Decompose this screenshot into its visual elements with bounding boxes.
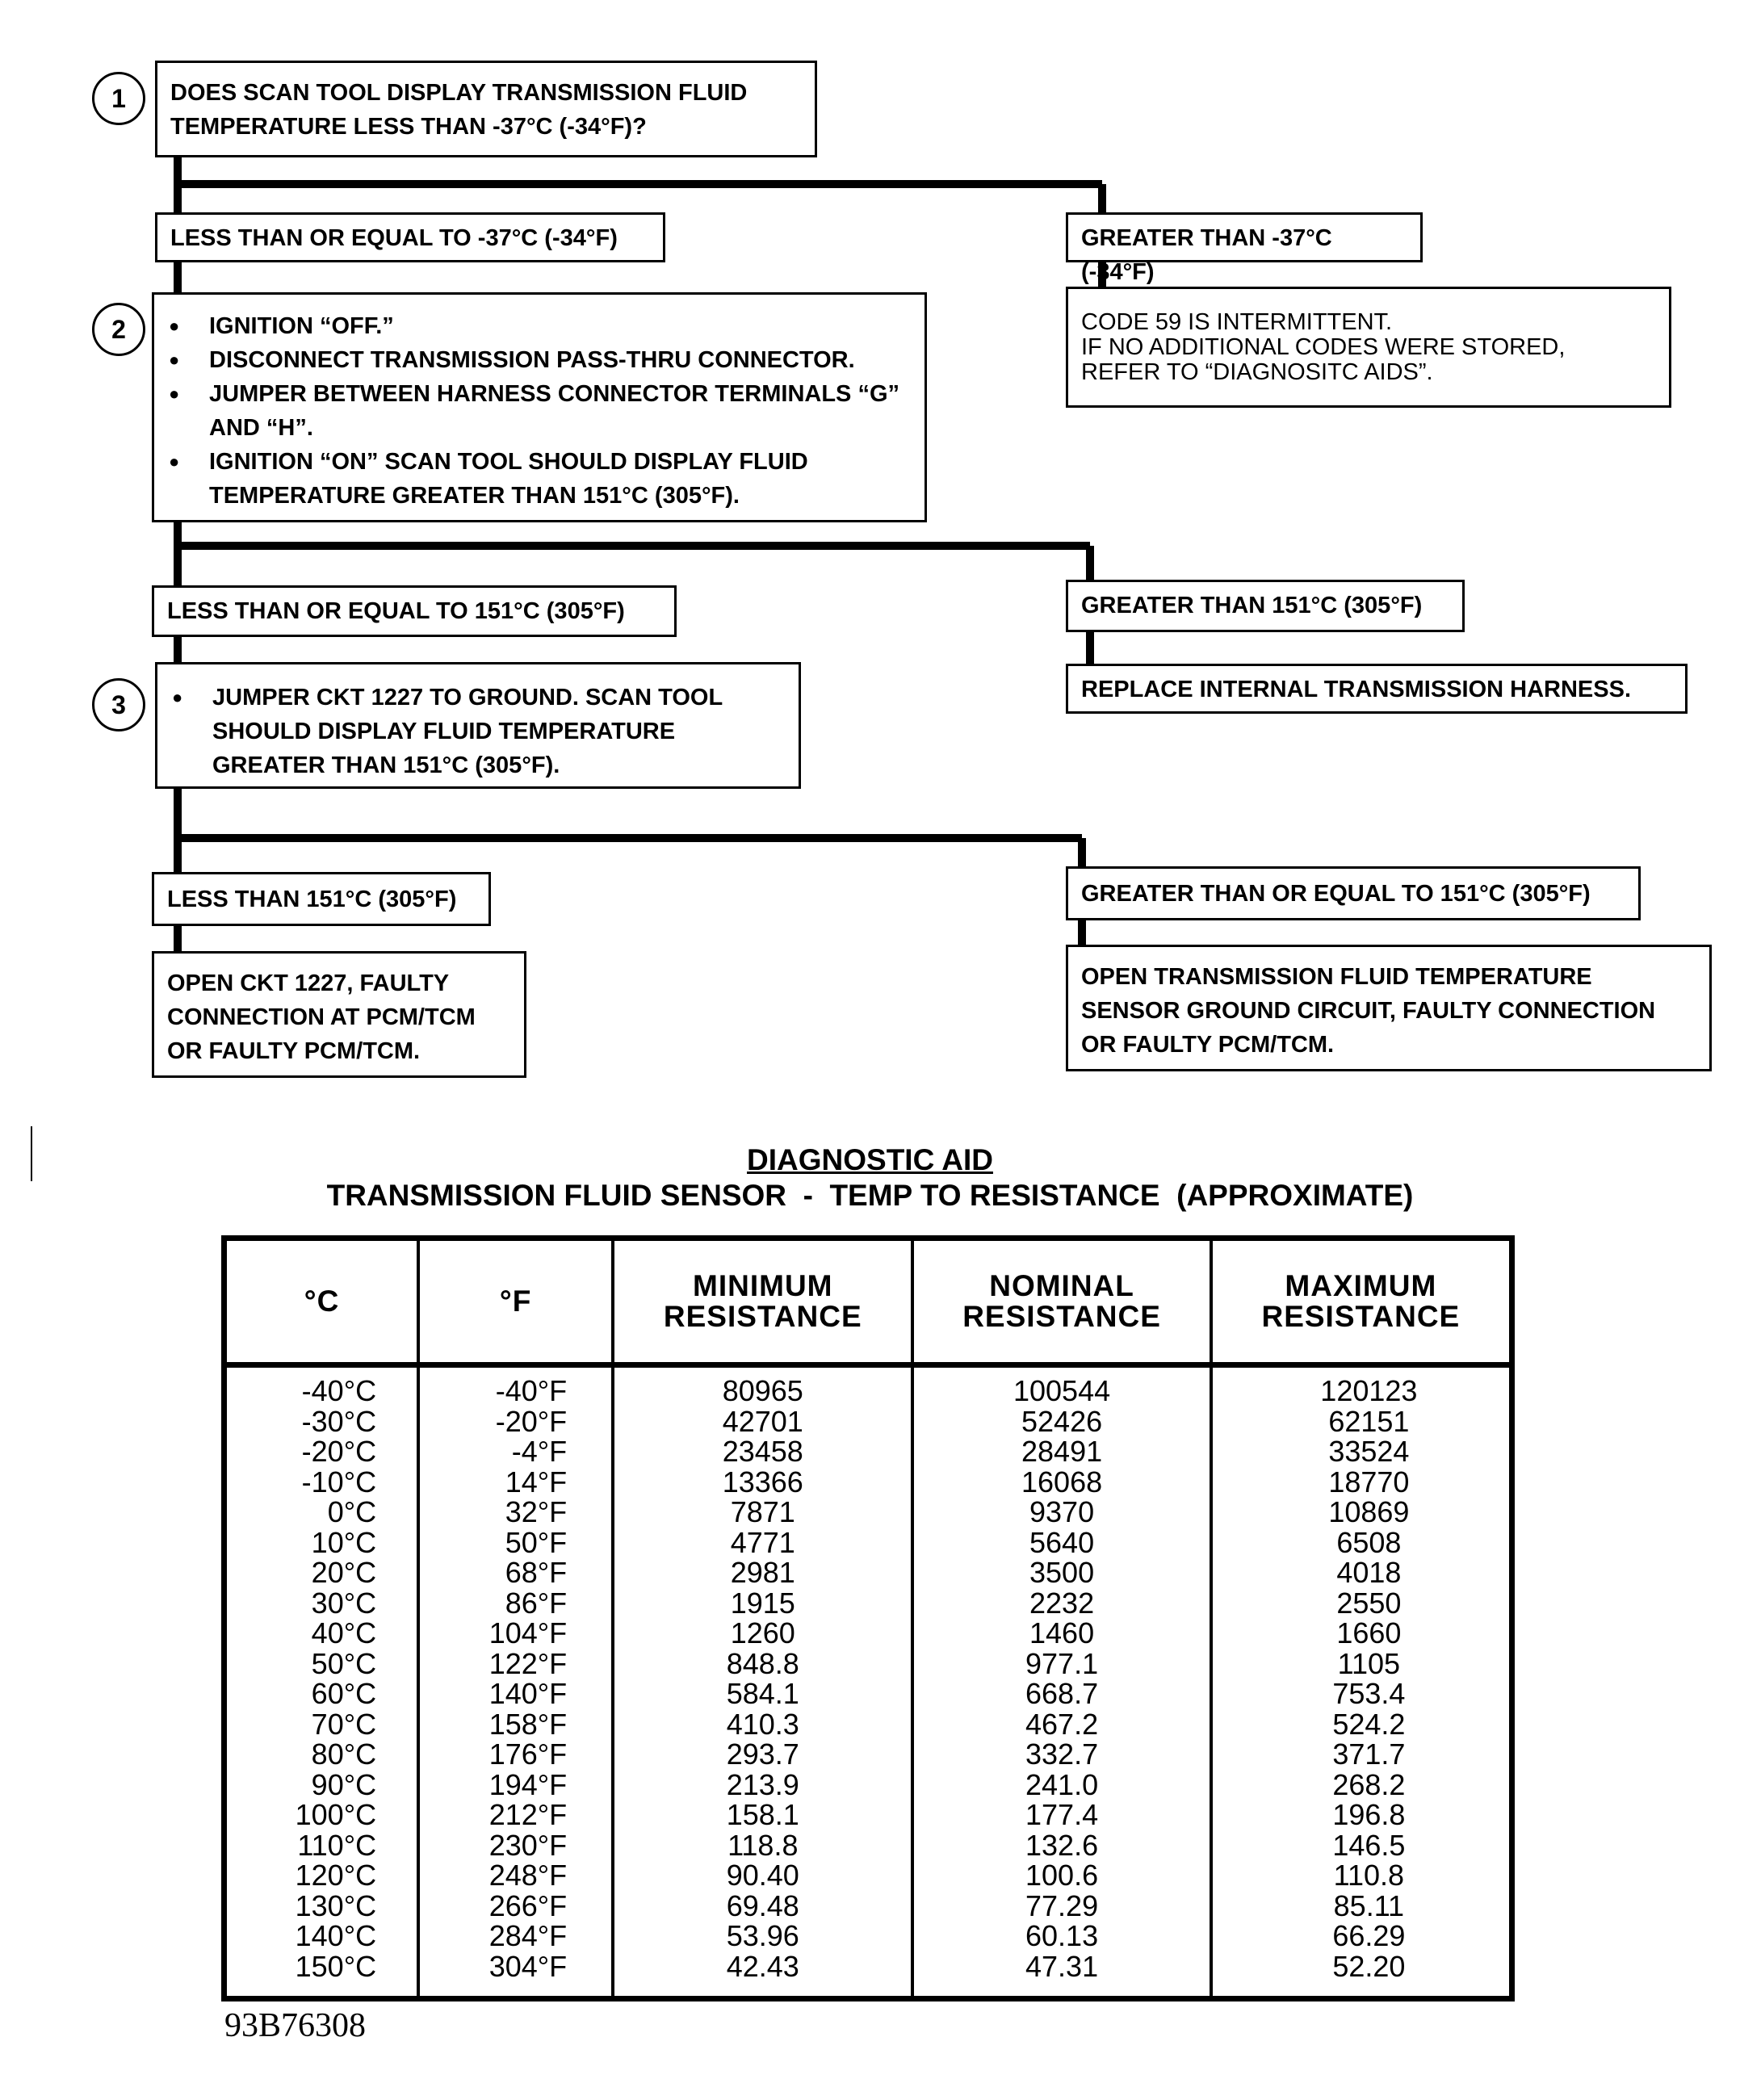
table-cell: 213.9 — [726, 1767, 799, 1801]
table-cell: 53.96 — [726, 1919, 799, 1952]
table-cell: 80965 — [722, 1374, 803, 1407]
table-cell: 100°C — [295, 1798, 377, 1831]
step2-bullet: ● JUMPER BETWEEN HARNESS CONNECTOR TERMINALS “G” AND “H”. — [167, 377, 904, 445]
table-cell: 60°C — [311, 1677, 377, 1710]
table-cell: 10869 — [1328, 1495, 1410, 1528]
table-cell: 140°C — [295, 1919, 377, 1952]
table-cell: -4°F — [511, 1435, 568, 1468]
table-cell: 248°F — [488, 1859, 568, 1892]
header-celsius: °C — [224, 1239, 419, 1365]
table-cell: 90.40 — [726, 1859, 799, 1892]
table-cell: 2232 — [1029, 1586, 1095, 1620]
header-minimum-resistance: MINIMUM RESISTANCE — [613, 1239, 912, 1365]
diagnostic-aid-subheading: TRANSMISSION FLUID SENSOR - TEMP TO RESISTANCE (APPROXIMATE) — [326, 1179, 1414, 1212]
table-cell: 2550 — [1336, 1586, 1402, 1620]
table-cell: 977.1 — [1025, 1646, 1099, 1680]
table-cell: 268.2 — [1332, 1767, 1406, 1801]
table-cell: 212°F — [488, 1798, 568, 1831]
table-cell: 69.48 — [726, 1888, 799, 1922]
step1-branch-right: GREATER THAN -37°C (-34°F) — [1066, 212, 1423, 262]
step3-result-right — [1066, 945, 1712, 1071]
maximum-resistance-column — [1211, 1365, 1512, 1999]
step1-question-line: DOES SCAN TOOL DISPLAY TRANSMISSION FLUID — [170, 80, 748, 106]
table-header-row — [224, 1239, 1512, 1365]
step1-question-line: TEMPERATURE LESS THAN -37°C (-34°F)? — [170, 114, 647, 140]
figure-id: 93B76308 — [224, 2007, 367, 2044]
table-cell: 196.8 — [1332, 1798, 1406, 1831]
table-cell: 130°C — [295, 1888, 377, 1922]
table-cell: 122°F — [488, 1646, 568, 1680]
minimum-resistance-column — [613, 1365, 912, 1999]
table-cell: 70°C — [311, 1707, 377, 1741]
step2-branch-right: GREATER THAN 151°C (305°F) — [1066, 580, 1465, 632]
table-cell: 158.1 — [726, 1798, 799, 1831]
table-cell: 40°C — [311, 1616, 377, 1649]
table-cell: -20°C — [301, 1435, 377, 1468]
step1-question-box — [155, 61, 817, 157]
table-cell: 7871 — [730, 1495, 795, 1528]
table-cell: 2981 — [730, 1556, 795, 1589]
step-number-1: 1 — [92, 72, 145, 125]
table-cell: 266°F — [488, 1888, 568, 1922]
table-cell: 50°F — [505, 1525, 568, 1559]
table-cell: -10°C — [301, 1465, 377, 1499]
step-number-3: 3 — [92, 678, 145, 731]
table-cell: 42.43 — [726, 1949, 799, 1983]
step2-instructions-box — [152, 292, 927, 522]
table-cell: 90°C — [311, 1767, 377, 1801]
table-cell: 371.7 — [1332, 1737, 1406, 1771]
table-cell: 86°F — [505, 1586, 568, 1620]
table-cell: 68°F — [505, 1556, 568, 1589]
table-cell: 10°C — [311, 1525, 377, 1559]
table-cell: 132.6 — [1025, 1828, 1099, 1862]
step2-branch-left: LESS THAN OR EQUAL TO 151°C (305°F) — [152, 585, 677, 637]
table-cell: 66.29 — [1332, 1919, 1406, 1952]
table-cell: 3500 — [1029, 1556, 1095, 1589]
table-cell: 62151 — [1328, 1404, 1410, 1438]
table-cell: 60.13 — [1025, 1919, 1099, 1952]
table-cell: 13366 — [722, 1465, 803, 1499]
table-cell: 753.4 — [1332, 1677, 1406, 1710]
table-cell: 332.7 — [1025, 1737, 1099, 1771]
step2-bullet: ● IGNITION “OFF.” — [167, 309, 912, 343]
table-cell: 668.7 — [1025, 1677, 1099, 1710]
step2-result-right: REPLACE INTERNAL TRANSMISSION HARNESS. — [1066, 664, 1688, 714]
table-cell: 241.0 — [1025, 1767, 1099, 1801]
table-cell: 4018 — [1336, 1556, 1402, 1589]
table-cell: 33524 — [1328, 1435, 1410, 1468]
table-cell: 9370 — [1029, 1495, 1095, 1528]
table-cell: -30°C — [301, 1404, 377, 1438]
table-cell: 85.11 — [1333, 1888, 1405, 1922]
fahrenheit-column — [418, 1365, 613, 1999]
table-cell: -40°C — [301, 1374, 377, 1407]
table-cell: 158°F — [488, 1707, 568, 1741]
table-cell: 23458 — [722, 1435, 803, 1468]
celsius-column — [224, 1365, 419, 1999]
table-cell: 52426 — [1021, 1404, 1103, 1438]
step3-branch-left: LESS THAN 151°C (305°F) — [152, 872, 491, 926]
table-cell: 47.31 — [1025, 1949, 1099, 1983]
table-cell: 1915 — [730, 1586, 795, 1620]
table-cell: 0°C — [327, 1495, 377, 1528]
table-cell: 5640 — [1029, 1525, 1095, 1559]
table-cell: 1460 — [1029, 1616, 1095, 1649]
table-cell: 20°C — [311, 1556, 377, 1589]
table-cell: 4771 — [730, 1525, 795, 1559]
table-cell: 18770 — [1328, 1465, 1410, 1499]
table-cell: 140°F — [488, 1677, 568, 1710]
table-cell: 177.4 — [1025, 1798, 1099, 1831]
step2-bullet: ● DISCONNECT TRANSMISSION PASS-THRU CONNECTOR. — [167, 343, 912, 377]
table-cell: 410.3 — [726, 1707, 799, 1741]
table-cell: 77.29 — [1025, 1888, 1099, 1922]
table-cell: 110.8 — [1333, 1859, 1405, 1892]
table-cell: 120°C — [295, 1859, 377, 1892]
table-cell: 1660 — [1336, 1616, 1402, 1649]
table-cell: 100544 — [1013, 1374, 1111, 1407]
nominal-resistance-column — [912, 1365, 1210, 1999]
table-cell: 110°C — [297, 1828, 377, 1862]
table-cell: 284°F — [488, 1919, 568, 1952]
step3-bullet: ● JUMPER CKT 1227 TO GROUND. SCAN TOOL SHOULD DISPLAY FLUID TEMPERATURE GREATER THAN 151°C (305°F). — [170, 681, 761, 782]
table-cell: 118.8 — [727, 1828, 799, 1862]
table-cell: 1105 — [1337, 1646, 1401, 1680]
step3-instructions-box — [155, 662, 801, 789]
table-cell: 467.2 — [1025, 1707, 1099, 1741]
step3-result-left-line: OR FAULTY PCM/TCM. — [167, 1038, 421, 1064]
step3-result-right-line: OR FAULTY PCM/TCM. — [1081, 1032, 1335, 1058]
step2-bullet: ● IGNITION “ON” SCAN TOOL SHOULD DISPLAY FLUID TEMPERATURE GREATER THAN 151°C (305°F). — [167, 445, 879, 513]
table-cell: 80°C — [311, 1737, 377, 1771]
table-cell: 52.20 — [1332, 1949, 1406, 1983]
table-cell: 32°F — [505, 1495, 568, 1528]
table-cell: 293.7 — [726, 1737, 799, 1771]
table-cell: 584.1 — [726, 1677, 799, 1710]
diagnostic-aid-heading: DIAGNOSTIC AID — [747, 1143, 993, 1176]
table-cell: 16068 — [1021, 1465, 1103, 1499]
temp-resistance-table — [221, 1235, 1515, 2001]
table-body — [224, 1365, 1512, 1999]
step3-result-left-line: CONNECTION AT PCM/TCM — [167, 1004, 476, 1030]
table-cell: 1260 — [730, 1616, 795, 1649]
header-maximum-resistance: MAXIMUM RESISTANCE — [1211, 1239, 1512, 1365]
step3-branch-right: GREATER THAN OR EQUAL TO 151°C (305°F) — [1066, 866, 1641, 920]
table-cell: 150°C — [295, 1949, 377, 1983]
table-cell: 28491 — [1021, 1435, 1103, 1468]
header-fahrenheit: °F — [418, 1239, 613, 1365]
step3-result-right-line: SENSOR GROUND CIRCUIT, FAULTY CONNECTION — [1081, 998, 1656, 1024]
table-cell: 848.8 — [726, 1646, 799, 1680]
table-cell: 146.5 — [1332, 1828, 1406, 1862]
step-number-2: 2 — [92, 303, 145, 356]
table-cell: 50°C — [311, 1646, 377, 1680]
table-cell: 194°F — [488, 1767, 568, 1801]
table-cell: 14°F — [505, 1465, 568, 1499]
table-cell: 304°F — [488, 1949, 568, 1983]
table-cell: 104°F — [488, 1616, 568, 1649]
table-cell: 176°F — [488, 1737, 568, 1771]
table-cell: 30°C — [311, 1586, 377, 1620]
table-cell: -20°F — [495, 1404, 568, 1438]
table-cell: 230°F — [488, 1828, 568, 1862]
table-cell: 6508 — [1336, 1525, 1402, 1559]
step3-result-right-line: OPEN TRANSMISSION FLUID TEMPERATURE — [1081, 964, 1592, 990]
table-cell: 120123 — [1320, 1374, 1418, 1407]
header-nominal-resistance: NOMINAL RESISTANCE — [912, 1239, 1210, 1365]
step1-branch-left: LESS THAN OR EQUAL TO -37°C (-34°F) — [155, 212, 665, 262]
step3-result-left-line: OPEN CKT 1227, FAULTY — [167, 970, 450, 996]
step1-result-line: REFER TO “DIAGNOSITC AIDS”. — [1081, 359, 1433, 385]
table-cell: 524.2 — [1332, 1707, 1406, 1741]
table-cell: 100.6 — [1025, 1859, 1099, 1892]
step3-result-left — [152, 951, 526, 1078]
table-cell: 42701 — [722, 1404, 803, 1438]
step1-result-line: IF NO ADDITIONAL CODES WERE STORED, — [1081, 334, 1566, 360]
step1-result-line: CODE 59 IS INTERMITTENT. — [1081, 309, 1393, 335]
table-cell: -40°F — [495, 1374, 568, 1407]
step1-result-right — [1066, 287, 1671, 408]
